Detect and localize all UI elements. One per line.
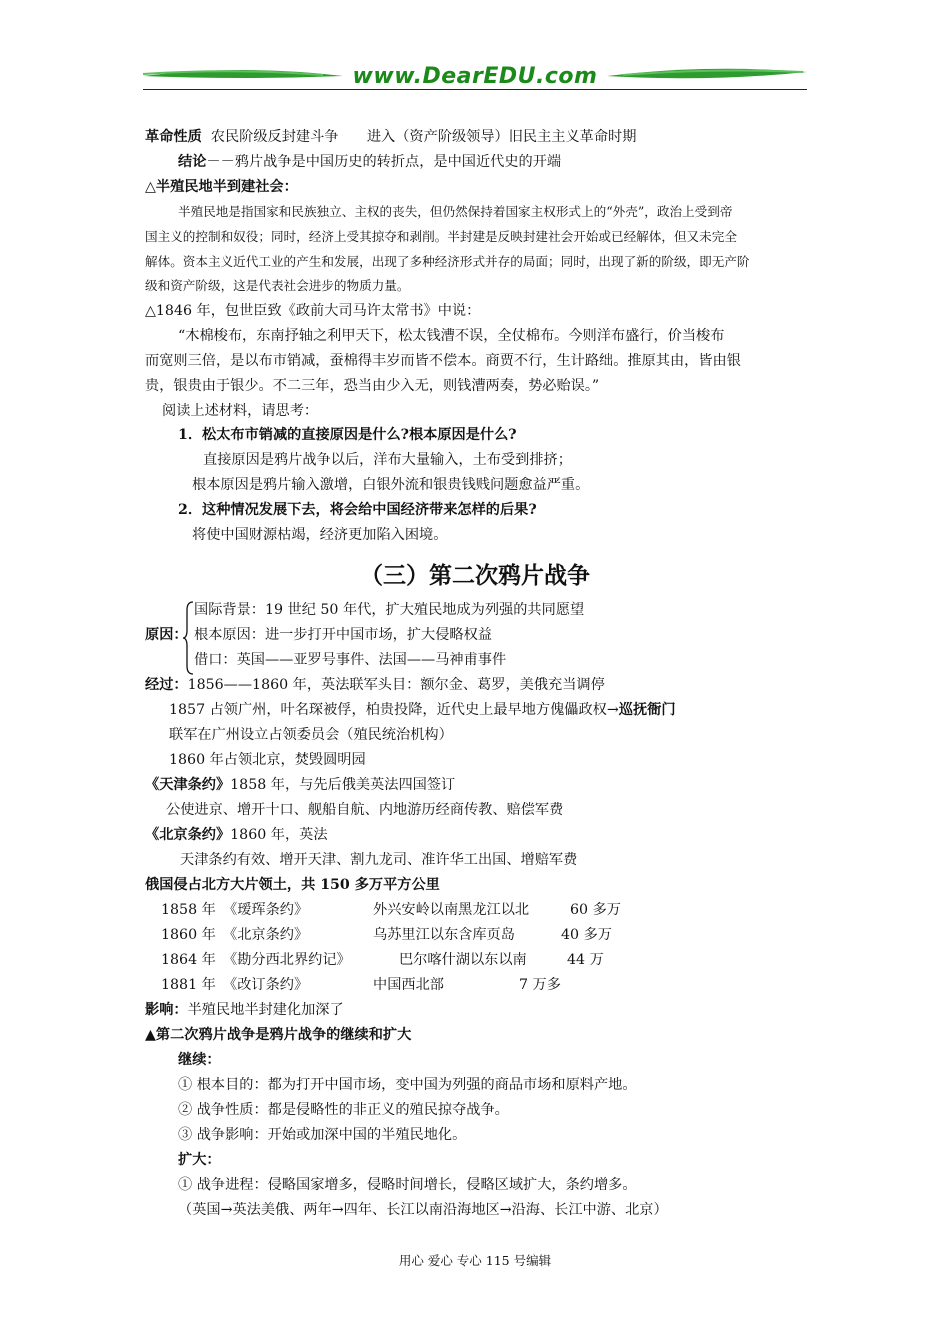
answer: 直接原因是鸦片战争以后，洋布大量输入，土布受到排挤；: [203, 452, 572, 468]
text-line: ① 战争进程：侵略国家增多，侵略时间增长，侵略区域扩大，条约增多。: [178, 1177, 637, 1193]
question: 2．这种情况发展下去，将会给中国经济带来怎样的后果?: [178, 502, 537, 518]
text-line: [178, 152, 561, 172]
text-line: △1846 年，包世臣致《政前大司马许太常书》中说：: [145, 303, 481, 319]
text-line: ③ 战争影响：开始或加深中国的半殖民地化。: [178, 1127, 467, 1143]
cell-size: 44 万: [567, 952, 604, 968]
paragraph-line: 解体。资本主义近代工业的产生和发展，出现了多种经济形式并存的局面；同时，出现了新的阶级，即无产阶: [145, 254, 750, 269]
table-row: [161, 925, 612, 945]
text-line: 阅读上述材料，请思考：: [162, 403, 319, 419]
cell-treaty: 《勘分西北界约记》: [223, 952, 351, 968]
text-line: [169, 700, 676, 720]
text-line: 公使进京、增开十口、舰船自航、内地游历经商传教、赔偿军费: [166, 802, 564, 818]
cell-year: 1881 年: [161, 977, 216, 993]
text-line: ② 战争性质：都是侵略性的非正义的殖民掠夺战争。: [178, 1102, 509, 1118]
text: 1858 年，与先后俄美英法四国签订: [230, 777, 456, 793]
text-line: [145, 775, 455, 795]
quote-line: 贵，银贵由于银少。不二三年，恐当由少入无，则钱漕两奏，势必贻误。”: [145, 378, 600, 394]
quote-line: 而宽则三倍，是以布市销减，蚕棉得丰岁而皆不偿本。商贾不行，生计路绌。推原其由，皆由银: [145, 353, 741, 369]
text-line: [145, 825, 328, 845]
text-line: 联军在广州设立占领委员会（殖民统治机构）: [169, 727, 453, 743]
table-row: [161, 975, 561, 995]
answer: 将使中国财源枯竭，经济更加陷入困境。: [192, 527, 448, 543]
cell-size: 7 万多: [519, 977, 561, 993]
paragraph-line: 级和资产阶级，这是代表社会进步的物质力量。: [145, 278, 410, 293]
page-header: [143, 60, 807, 94]
text-line: [145, 127, 636, 147]
paragraph-line: 国主义的控制和奴役；同时，经济上受其掠夺和剥削。半封建是反映封建社会开始或已经解体，但又未完全: [145, 229, 737, 244]
text-line: 天津条约有效、增开天津、割九龙司、准许华工出国、增赔军费: [180, 852, 578, 868]
text-line: [145, 675, 605, 695]
label: 影响：: [145, 1002, 188, 1018]
label: 继续：: [178, 1052, 221, 1068]
text: 1856——1860 年，英法联军头目：额尔金、葛罗，美俄充当调停: [187, 677, 605, 693]
table-row: [161, 950, 604, 970]
cell-area: 巴尔喀什湖以东以南: [399, 952, 527, 968]
cell-year: 1858 年: [161, 902, 216, 918]
label: 革命性质: [145, 129, 202, 145]
cause-line: 国际背景：19 世纪 50 年代，扩大殖民地成为列强的共同愿望: [194, 602, 585, 618]
quote-line: “木棉梭布，东南抒轴之利甲天下，松太钱漕不误，全仗棉布。今则洋布盛行，价当梭布: [178, 328, 725, 344]
cell-treaty: 《改订条约》: [223, 977, 309, 993]
cell-area: 中国西北部: [373, 977, 444, 993]
table-row: [161, 900, 621, 920]
paragraph-line: 半殖民地是指国家和民族独立、主权的丧失，但仍然保持着国家主权形式上的“外壳”，政治上受到帝: [178, 204, 733, 219]
section-title: （三）第二次鸦片战争: [360, 563, 590, 589]
cell-treaty: 《北京条约》: [223, 927, 309, 943]
label: 《北京条约》: [145, 827, 231, 843]
site-logo: www.DearEDU.com: [352, 64, 598, 89]
section-heading: ▲第二次鸦片战争是鸦片战争的继续和扩大: [145, 1027, 412, 1043]
label: 结论: [178, 154, 207, 170]
cell-treaty: 《瑷珲条约》: [223, 902, 309, 918]
label: 扩大：: [178, 1152, 221, 1168]
text-line: [145, 1000, 344, 1020]
text-line: 1860 年占领北京，焚毁圆明园: [169, 752, 366, 768]
section-heading: 俄国侵占北方大片领土，共 150 多万平方公里: [145, 877, 440, 893]
text: 农民阶级反封建斗争 进入（资产阶级领导）旧民主主义革命时期: [210, 129, 637, 145]
section-heading: △半殖民地半到建社会：: [145, 179, 298, 195]
label: 经过：: [145, 677, 188, 693]
text-line: ① 根本目的：都为打开中国市场，变中国为列强的商品市场和原料产地。: [178, 1077, 637, 1093]
text: 1857 占领广州，叶名琛被俘，柏贵投降，近代史上最早地方傀儡政权→: [169, 702, 619, 718]
page-footer: 用心 爱心 专心 115 号编辑: [398, 1253, 552, 1268]
cause-line: 根本原因：进一步打开中国市场，扩大侵略权益: [194, 627, 492, 643]
text: 半殖民地半封建化加深了: [187, 1002, 344, 1018]
cell-area: 外兴安岭以南黑龙江以北: [373, 902, 530, 918]
label: 原因：: [145, 627, 188, 643]
cell-size: 60 多万: [570, 902, 621, 918]
question: 1．松太布市销减的直接原因是什么?根本原因是什么?: [178, 427, 517, 443]
answer: 根本原因是鸦片输入激增，白银外流和银贵钱贱问题愈益严重。: [192, 477, 590, 493]
cause-line: 借口：英国——亚罗号事件、法国——马神甫事件: [194, 652, 507, 668]
cell-area: 乌苏里江以东含库页岛: [373, 927, 515, 943]
text: －－鸦片战争是中国历史的转折点，是中国近代史的开端: [206, 154, 562, 170]
text-bold: 巡抚衙门: [618, 702, 676, 718]
cell-year: 1864 年: [161, 952, 216, 968]
cell-size: 40 多万: [561, 927, 612, 943]
text: 1860 年，英法: [230, 827, 328, 843]
header-rule: [143, 89, 807, 90]
text-line: （英国→英法美俄、两年→四年、长江以南沿海地区→沿海、长江中游、北京）: [178, 1202, 668, 1218]
cell-year: 1860 年: [161, 927, 216, 943]
label: 《天津条约》: [145, 777, 231, 793]
